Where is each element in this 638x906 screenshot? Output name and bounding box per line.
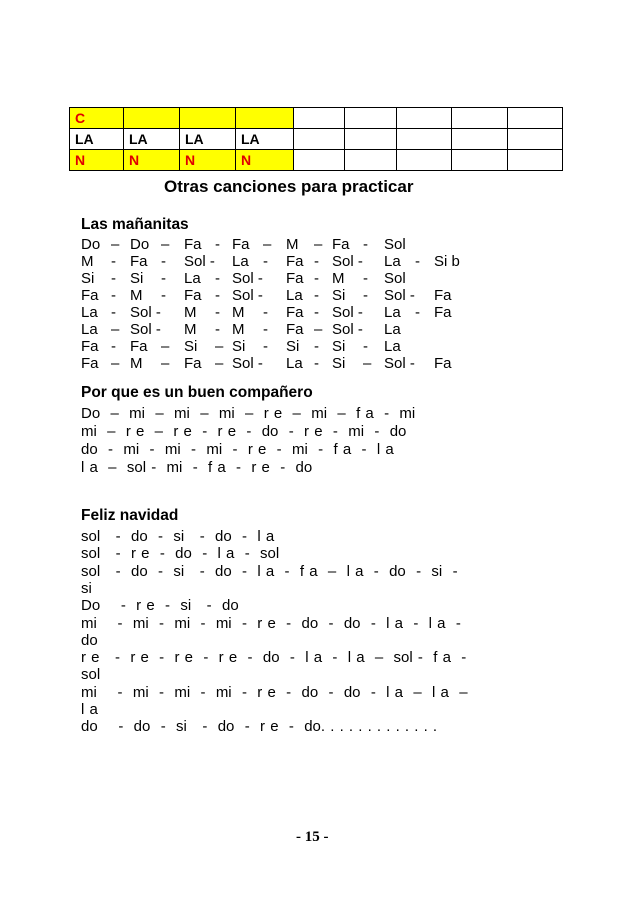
table-cell [397,108,452,129]
song-line [0,321,638,338]
note-token: La [384,304,401,321]
note-token: Fa [81,338,99,355]
note-token: - [314,338,319,355]
note-token: Sol - [384,287,415,304]
table-cell [345,108,397,129]
table-row [70,108,563,129]
table-cell [294,150,345,171]
note-token: Fa [184,355,202,372]
note-token: - [363,236,368,253]
note-token: Sol [384,270,406,287]
table-cell [345,129,397,150]
table-cell [345,150,397,171]
song-line: l a – sol - mi - f a - r e - do [81,459,313,476]
note-token: M [184,321,197,338]
note-token: – [314,321,323,338]
song-line [0,304,638,321]
note-token: - [263,338,268,355]
song-line: l a [81,701,98,718]
note-token: - [363,270,368,287]
note-token: - [111,287,116,304]
note-token: Si [286,338,300,355]
note-token: Fa [286,304,304,321]
note-token: – [215,355,224,372]
note-token: Fa [286,253,304,270]
table-cell: C [70,108,124,129]
note-token: Si [184,338,198,355]
table-cell [508,129,563,150]
note-token: - [314,253,319,270]
note-token: - [111,338,116,355]
note-token: - [314,355,319,372]
song-line: Do - r e - si - do [81,597,239,615]
note-token: Sol - [384,355,415,372]
notes-table [69,107,563,171]
table-cell [452,129,508,150]
table-cell: N [70,150,124,171]
note-token: - [263,321,268,338]
song-line [0,338,638,355]
note-token: La [184,270,201,287]
note-token: La [384,321,401,338]
note-token: Sol - [130,304,161,321]
note-token: - [215,287,220,304]
song-title-las-mananitas: Las mañanitas [81,216,189,233]
note-token: La [81,321,98,338]
song-line [0,355,638,372]
note-token: - [161,253,166,270]
song-line [0,270,638,287]
note-token: Sol - [184,253,215,270]
page-heading: Otras canciones para practicar [164,177,414,196]
note-token: - [161,287,166,304]
table-cell [508,150,563,171]
table-cell [508,108,563,129]
note-token: - [215,270,220,287]
note-token: - [363,287,368,304]
song-line [0,236,638,253]
table-cell [397,150,452,171]
note-token: La [81,304,98,321]
note-token: - [161,270,166,287]
note-token: Sol - [332,304,363,321]
table-cell [294,108,345,129]
note-token: – [314,236,323,253]
table-cell [452,108,508,129]
note-token: - [263,304,268,321]
note-token: Fa [184,287,202,304]
note-token: - [215,304,220,321]
note-token: Si [232,338,246,355]
note-token: Sol - [332,253,363,270]
note-token: - [263,253,268,270]
table-row [70,129,563,150]
note-token: - [314,304,319,321]
note-token: – [111,355,120,372]
song-line: mi - mi - mi - mi - r e - do - do - l a – l a – [81,683,468,701]
note-token: M [232,321,245,338]
table-cell: LA [70,129,124,150]
note-token: – [215,338,224,355]
note-token: – [111,321,120,338]
note-token: M [286,236,299,253]
note-token: Si [81,270,95,287]
table-cell: LA [180,129,236,150]
note-token: – [263,236,272,253]
note-token: Si [332,355,346,372]
note-token: - [111,253,116,270]
note-token: M [184,304,197,321]
note-token: - [111,270,116,287]
note-token: Fa [130,253,148,270]
note-token: Fa [81,355,99,372]
note-token: - [415,253,420,270]
song-title-buen-companero: Por que es un buen compañero [81,384,313,401]
note-token: M [232,304,245,321]
note-token: Fa [130,338,148,355]
note-token: Si b [434,253,460,270]
note-token: La [232,253,249,270]
note-token: Fa [286,321,304,338]
song-title-feliz-navidad: Feliz navidad [81,507,179,524]
table-cell [294,129,345,150]
note-token: La [384,338,401,355]
song-line: sol - do - si - do - l a - f a – l a - do - si - [81,562,458,580]
note-token: Sol - [130,321,161,338]
song-line: do [81,631,98,649]
note-token: – [161,236,170,253]
note-token: Fa [81,287,99,304]
page-number: - 15 - [296,829,329,845]
note-token: Sol - [332,321,363,338]
note-token: Fa [332,236,350,253]
table-cell: LA [236,129,294,150]
note-token: Fa [232,236,250,253]
note-token: Fa [434,304,452,321]
note-token: Fa [184,236,202,253]
note-token: – [161,355,170,372]
song-line: mi – r e – r e - r e - do - r e - mi - do [81,423,407,440]
note-token: M [332,270,345,287]
note-token: - [215,321,220,338]
note-token: Si [332,287,346,304]
note-token: Fa [434,287,452,304]
song-line: Do – mi – mi – mi – r e – mi – f a - mi [81,405,416,422]
table-cell: N [236,150,294,171]
song-line: si [81,579,92,597]
song-line: sol - r e - do - l a - sol [81,545,280,563]
note-token: Sol - [232,287,263,304]
note-token: M [130,287,143,304]
note-token: Do [130,236,150,253]
note-token: La [384,253,401,270]
note-token: Sol - [232,355,263,372]
table-cell [236,108,294,129]
song-line [0,287,638,304]
song-line: sol [81,666,101,684]
table-cell: LA [124,129,180,150]
song-line: sol - do - si - do - l a [81,528,275,545]
table-cell: N [180,150,236,171]
song-line: mi - mi - mi - mi - r e - do - do - l a - l a - [81,614,461,632]
note-token: La [286,287,303,304]
table-cell [124,108,180,129]
note-token: Do [81,236,101,253]
note-token: La [286,355,303,372]
song-line: r e - r e - r e - r e - do - l a - l a – sol - f a - [81,649,467,667]
table-cell: N [124,150,180,171]
note-token: - [314,287,319,304]
song-line: do - mi - mi - mi - r e - mi - f a - l a [81,441,394,458]
song-line: do - do - si - do - r e - do. . . . . . . . . . . . . [81,718,438,736]
note-token: - [215,236,220,253]
note-token: – [161,338,170,355]
note-token: – [363,355,372,372]
note-token: - [111,304,116,321]
note-token: Sol [384,236,406,253]
note-token: Si [332,338,346,355]
song-line [0,253,638,270]
note-token: Fa [286,270,304,287]
note-token: – [111,236,120,253]
note-token: - [314,270,319,287]
table-cell [452,150,508,171]
note-token: Si [130,270,144,287]
table-row [70,150,563,171]
note-token: - [415,304,420,321]
note-token: M [130,355,143,372]
note-token: - [363,338,368,355]
note-token: M [81,253,94,270]
table-cell [180,108,236,129]
note-token: Sol - [232,270,263,287]
table-cell [397,129,452,150]
note-token: Fa [434,355,452,372]
